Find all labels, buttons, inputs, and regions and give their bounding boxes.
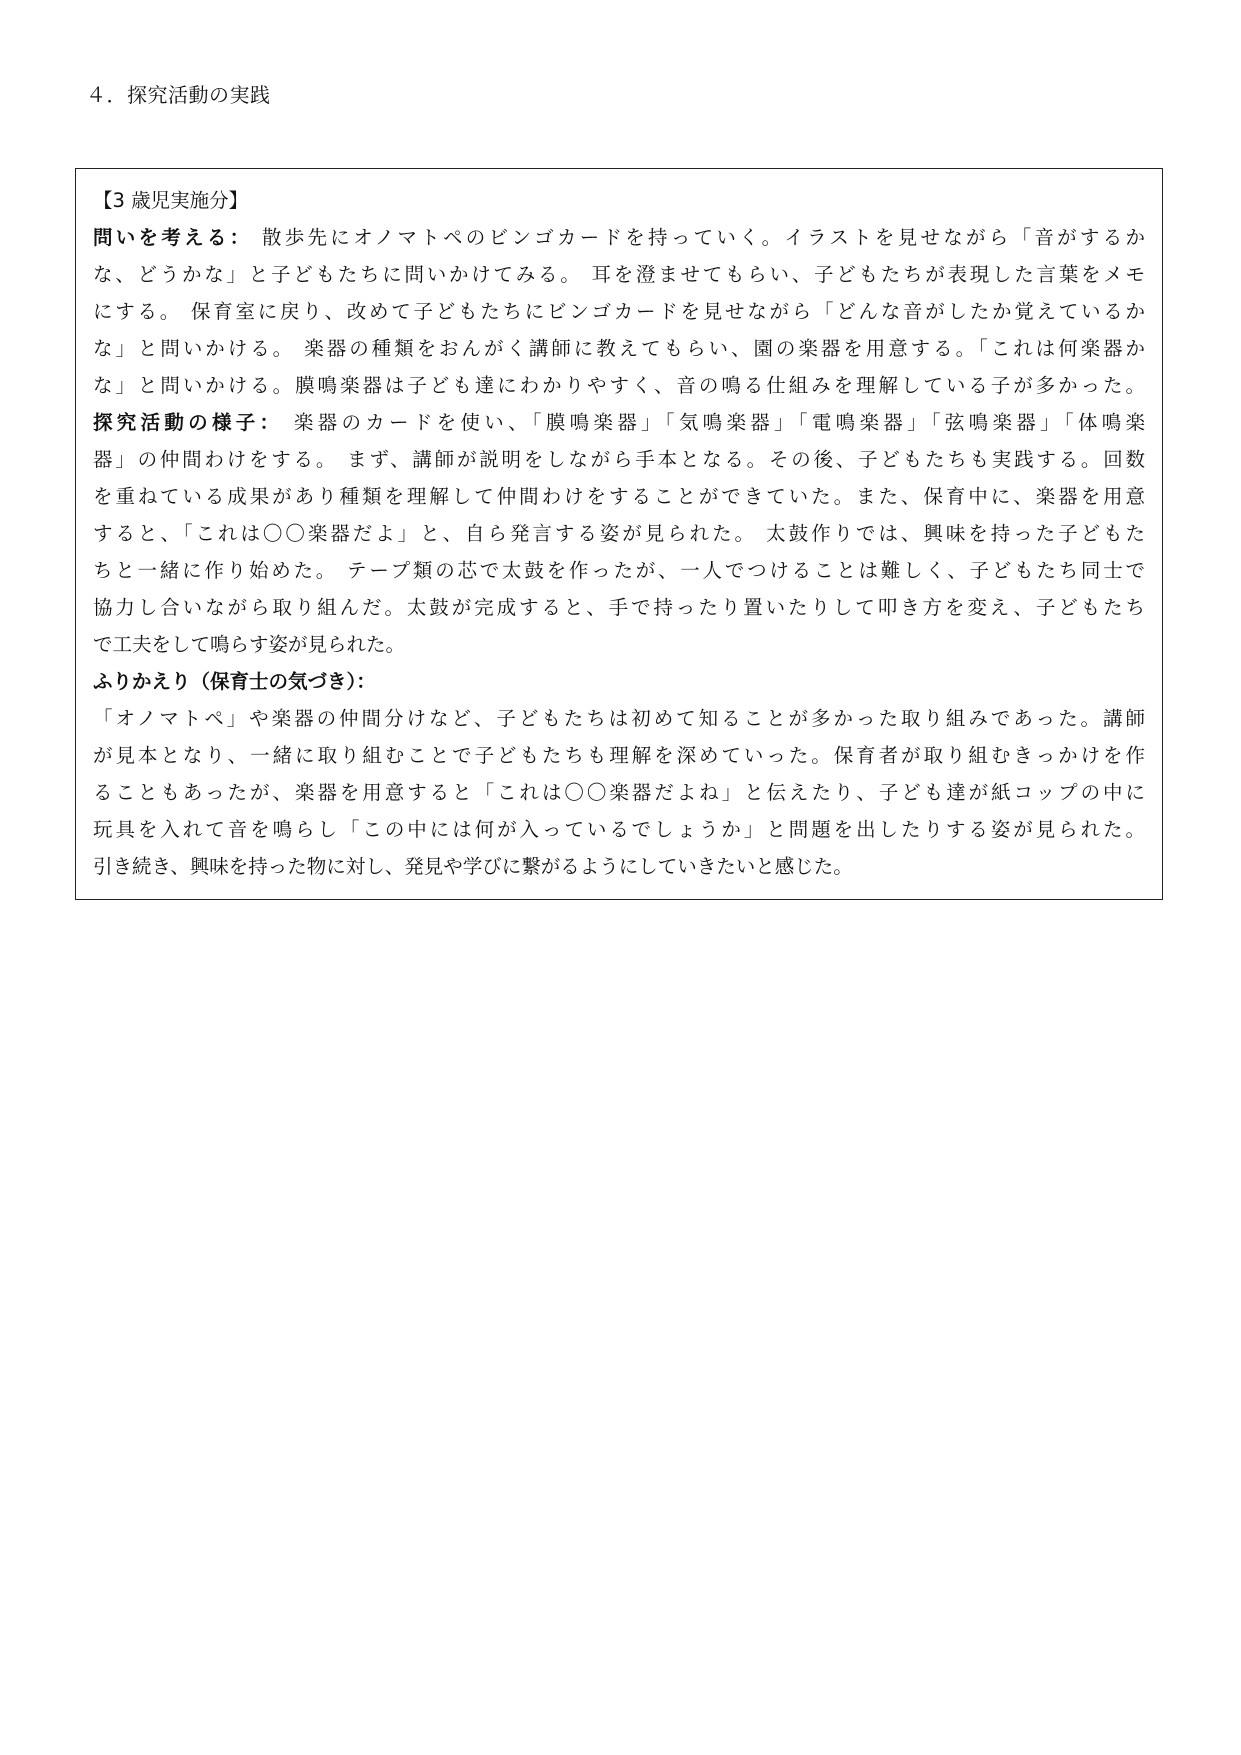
activity-line-3: を重ねている成果があり種類を理解して仲間わけをすることができていた。また、保育中に、楽器を用意 (93, 485, 1145, 508)
activity-line-4: すると、「これは〇〇楽器だよ」と、自ら発言する姿が見られた。 太鼓作りでは、興味を持った子どもた (93, 522, 1145, 545)
content-body (93, 182, 1145, 885)
activity-text-1: 楽器のカードを使い、「膜鳴楽器」「気鳴楽器」「電鳴楽器」「弦鳴楽器」「体鳴楽 (283, 411, 1145, 434)
activity-line-1 (93, 404, 1145, 441)
question-text-1: 散歩先にオノマトペのビンゴカードを持っていく。イラストを見せながら「音がするか (252, 226, 1145, 249)
activity-line-7: で工夫をして鳴らす姿が見られた。 (93, 633, 406, 656)
content-box (75, 168, 1163, 900)
reflection-line-3: ることもあったが、楽器を用意すると「これは〇〇楽器だよね」と伝えたり、子ども達が紙コップの中に (93, 781, 1145, 804)
activity-line-6: 協力し合いながら取り組んだ。太鼓が完成すると、手で持ったり置いたりして叩き方を変え、子どもたち (93, 596, 1145, 619)
activity-line-2: 器」の仲間わけをする。 まず、講師が説明をしながら手本となる。その後、子どもたちも実践する。回数 (93, 448, 1145, 471)
reflection-line-5: 引き続き、興味を持った物に対し、発見や学びに繋がるようにしていきたいと感じた。 (93, 855, 853, 878)
reflection-line-1: 「オノマトペ」や楽器の仲間分けなど、子どもたちは初めて知ることが多かった取り組みであった。講師 (93, 707, 1145, 730)
box-title: 【3 歳児実施分】 (93, 189, 249, 212)
activity-label: 探究活動の様子： (93, 411, 284, 434)
question-label: 問いを考える： (93, 226, 253, 249)
question-line-2: な、どうかな」と子どもたちに問いかけてみる。 耳を澄ませてもらい、子どもたちが表現した言葉をメモ (93, 263, 1145, 286)
reflection-line-4: 玩具を入れて音を鳴らし「この中には何が入っているでしょうか」と問題を出したりする姿が見られた。 (93, 818, 1145, 841)
section-heading: ４．探究活動の実践 (86, 83, 271, 107)
question-line-1 (93, 219, 1145, 256)
question-line-3: にする。 保育室に戻り、改めて子どもたちにビンゴカードを見せながら「どんな音がしたか覚えているか (93, 300, 1145, 323)
question-line-4: な」と問いかける。 楽器の種類をおんがく講師に教えてもらい、園の楽器を用意する。「これは何楽器か (93, 337, 1145, 360)
reflection-label: ふりかえり（保育士の気づき）： (93, 670, 376, 693)
reflection-line-2: が見本となり、一緒に取り組むことで子どもたちも理解を深めていった。保育者が取り組むきっかけを作 (93, 744, 1145, 767)
activity-line-5: ちと一緒に作り始めた。 テープ類の芯で太鼓を作ったが、一人でつけることは難しく、子どもたち同士で (93, 559, 1145, 582)
question-line-5: な」と問いかける。膜鳴楽器は子ども達にわかりやすく、音の鳴る仕組みを理解している子が多かった。 (93, 374, 1145, 397)
